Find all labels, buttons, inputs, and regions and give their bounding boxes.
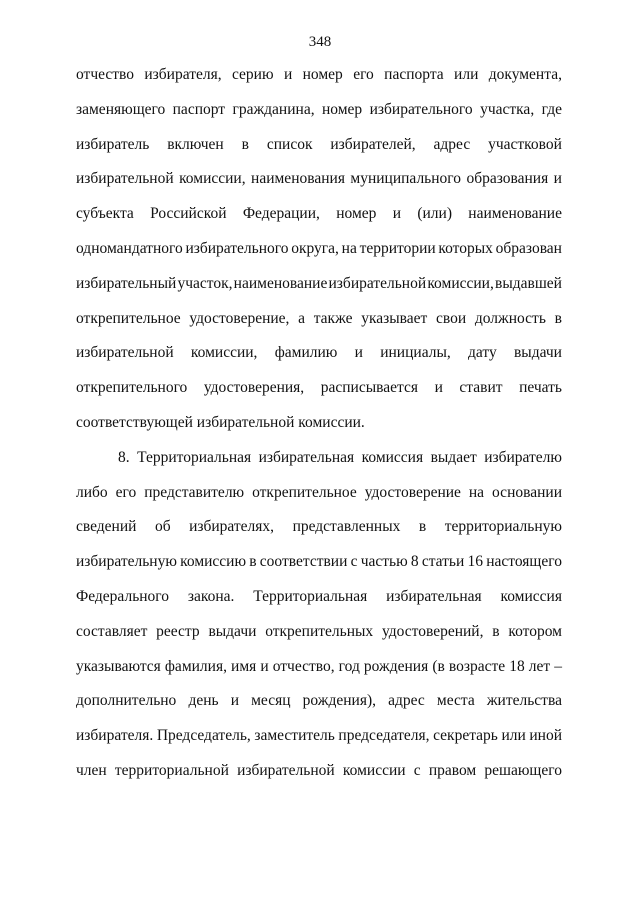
word: наименования <box>251 170 345 188</box>
word: комиссии, <box>427 274 494 292</box>
page-number: 348 <box>308 34 332 50</box>
word: или <box>454 66 479 83</box>
word: в <box>249 553 257 571</box>
word: избирателя. <box>76 727 154 745</box>
word: реестр <box>156 622 200 640</box>
word: его <box>115 483 137 501</box>
word: комиссия <box>500 587 562 605</box>
word: где <box>541 100 562 118</box>
word: избирателя, <box>144 66 222 83</box>
word: – <box>554 657 562 675</box>
word: список <box>266 135 313 153</box>
word: имя <box>231 657 257 675</box>
word: избирательного <box>185 239 289 257</box>
text-line <box>76 93 562 128</box>
word: (или) <box>417 205 452 223</box>
word: избирательной <box>328 274 427 292</box>
word: соответствии <box>259 553 348 571</box>
text-line <box>76 684 562 719</box>
word: с <box>350 553 358 571</box>
word: открепительных <box>265 622 374 640</box>
word: возрасте <box>448 657 506 675</box>
word: заместитель <box>254 727 335 745</box>
text-line <box>76 615 562 650</box>
word: образован <box>495 239 562 257</box>
word: секретарь <box>433 727 498 745</box>
word: член <box>76 761 107 779</box>
word: избирателей, <box>330 135 416 153</box>
word: или <box>501 727 526 745</box>
word: участок, <box>177 274 233 292</box>
word: и <box>553 170 562 188</box>
word: паспорта <box>384 66 444 83</box>
word: жительства <box>486 692 562 710</box>
word: избирателю <box>484 448 562 466</box>
word: избиратель <box>76 135 150 153</box>
word: должность <box>474 309 546 327</box>
word: адрес <box>388 692 425 710</box>
word: удостоверение, <box>189 309 290 327</box>
word: в <box>241 135 249 153</box>
text-line <box>76 58 562 93</box>
word: и <box>260 657 269 675</box>
word: и <box>283 66 293 83</box>
word: избирательного <box>369 100 473 118</box>
word: выдачи <box>208 622 257 640</box>
word: паспорт <box>172 100 226 118</box>
word: образования <box>466 170 549 188</box>
word: комиссии <box>342 761 406 779</box>
word: комиссию <box>180 553 247 571</box>
word: открепительное <box>252 483 357 501</box>
word: выдавшей <box>495 274 562 292</box>
word: одномандатного <box>76 239 183 257</box>
word: в <box>492 622 500 640</box>
word: и <box>434 379 443 397</box>
word: с <box>413 761 421 779</box>
word: территориальную <box>444 518 562 536</box>
word: указываются <box>76 657 161 675</box>
word: месяц <box>251 692 291 710</box>
word: Российской <box>150 205 227 223</box>
word: удостоверений, <box>381 622 484 640</box>
word: рождения <box>363 657 429 675</box>
text-line <box>76 302 562 337</box>
word: избирательной <box>76 344 174 362</box>
word: 18 <box>509 657 525 675</box>
word: в <box>418 518 427 536</box>
word: об <box>154 518 171 536</box>
word: сведений <box>76 518 137 536</box>
word: 8 <box>410 553 419 571</box>
word: основании <box>492 483 562 501</box>
word: на <box>341 239 357 257</box>
word: лет <box>528 657 551 675</box>
word: отчество, <box>272 657 335 675</box>
word: Территориальная <box>253 587 368 605</box>
word: и <box>230 692 239 710</box>
word: избирателях, <box>189 518 275 536</box>
paragraph-2 <box>76 441 562 789</box>
word: частью <box>360 553 408 571</box>
word: территориальной <box>114 761 229 779</box>
word: участка, <box>480 100 535 118</box>
word: выдачи <box>513 344 562 362</box>
word: председателя, <box>338 727 430 745</box>
text-line <box>76 580 562 615</box>
word: либо <box>76 483 108 501</box>
word: в <box>554 309 562 327</box>
word: избирательная <box>386 587 482 605</box>
word: избирательной <box>76 170 174 188</box>
word: представленных <box>292 518 401 536</box>
text-line <box>76 128 562 163</box>
word: год <box>338 657 360 675</box>
word: избирательная <box>258 448 355 466</box>
word: настоящего <box>486 553 562 571</box>
word: субъекта <box>76 205 134 223</box>
word: муниципального <box>350 170 462 188</box>
text-line <box>76 162 562 197</box>
text-line <box>76 650 562 685</box>
word: правом <box>428 761 477 779</box>
word: наименование <box>468 205 562 223</box>
word: избирательный <box>76 274 177 292</box>
word: Федерации, <box>242 205 320 223</box>
word: на <box>468 483 485 501</box>
word: иной <box>529 727 562 745</box>
word: документа, <box>488 66 562 83</box>
word: которых <box>438 239 493 257</box>
word: Федерального <box>76 587 170 605</box>
text-line: соответствующей избирательной комиссии. <box>76 413 365 431</box>
word: фамилию <box>274 344 338 362</box>
word: комиссии, <box>190 344 258 362</box>
text-line <box>76 545 562 580</box>
word: комиссия <box>361 448 424 466</box>
text-line <box>76 719 562 754</box>
word: статьи <box>421 553 465 571</box>
word: гражданина, <box>232 100 315 118</box>
word: дату <box>468 344 497 362</box>
word: удостоверения, <box>203 379 305 397</box>
word: его <box>353 66 374 83</box>
word: территории <box>359 239 436 257</box>
word: день <box>188 692 219 710</box>
word: фамилия, <box>164 657 227 675</box>
word: инициалы, <box>380 344 451 362</box>
word: участковой <box>488 135 562 153</box>
word: удостоверение <box>364 483 461 501</box>
word: решающего <box>484 761 562 779</box>
paragraph-1 <box>76 58 562 441</box>
word: составляет <box>76 622 148 640</box>
text-line <box>76 336 562 371</box>
document-body <box>76 58 562 789</box>
word: места <box>436 692 475 710</box>
word: а <box>298 309 306 327</box>
text-line <box>76 197 562 232</box>
word: и <box>392 205 402 223</box>
word: и <box>354 344 363 362</box>
word: округа, <box>291 239 339 257</box>
word: Председатель, <box>156 727 251 745</box>
word: избирательной <box>237 761 335 779</box>
word: выдает <box>430 448 477 466</box>
word: наименование <box>233 274 328 292</box>
word: серию <box>231 66 274 83</box>
word: заменяющего <box>76 100 166 118</box>
text-line <box>76 476 562 511</box>
word: котором <box>508 622 562 640</box>
word: открепительное <box>76 309 181 327</box>
word: комиссии, <box>179 170 246 188</box>
word: расписывается <box>320 379 418 397</box>
word: свои <box>436 309 467 327</box>
word: избирательную <box>76 553 177 571</box>
word: 16 <box>467 553 483 571</box>
word: Территориальная <box>137 448 252 466</box>
word: адрес <box>433 135 471 153</box>
text-line <box>76 754 562 789</box>
text-line <box>76 441 562 476</box>
text-line <box>76 510 562 545</box>
text-line <box>76 267 562 302</box>
word: печать <box>519 379 562 397</box>
word: дополнительно <box>76 692 177 710</box>
word: открепительного <box>76 379 188 397</box>
word: номер <box>336 205 377 223</box>
text-line <box>76 371 562 406</box>
word: номер <box>321 100 363 118</box>
word: указывает <box>361 309 428 327</box>
word: также <box>313 309 353 327</box>
word: представителю <box>144 483 245 501</box>
word: включен <box>167 135 224 153</box>
word: закона. <box>187 587 235 605</box>
word: (в <box>432 657 445 675</box>
word: ставит <box>459 379 503 397</box>
word: 8. <box>118 448 130 466</box>
word: номер <box>302 66 343 83</box>
word: отчество <box>76 66 134 83</box>
text-line <box>76 232 562 267</box>
word: рождения), <box>302 692 376 710</box>
